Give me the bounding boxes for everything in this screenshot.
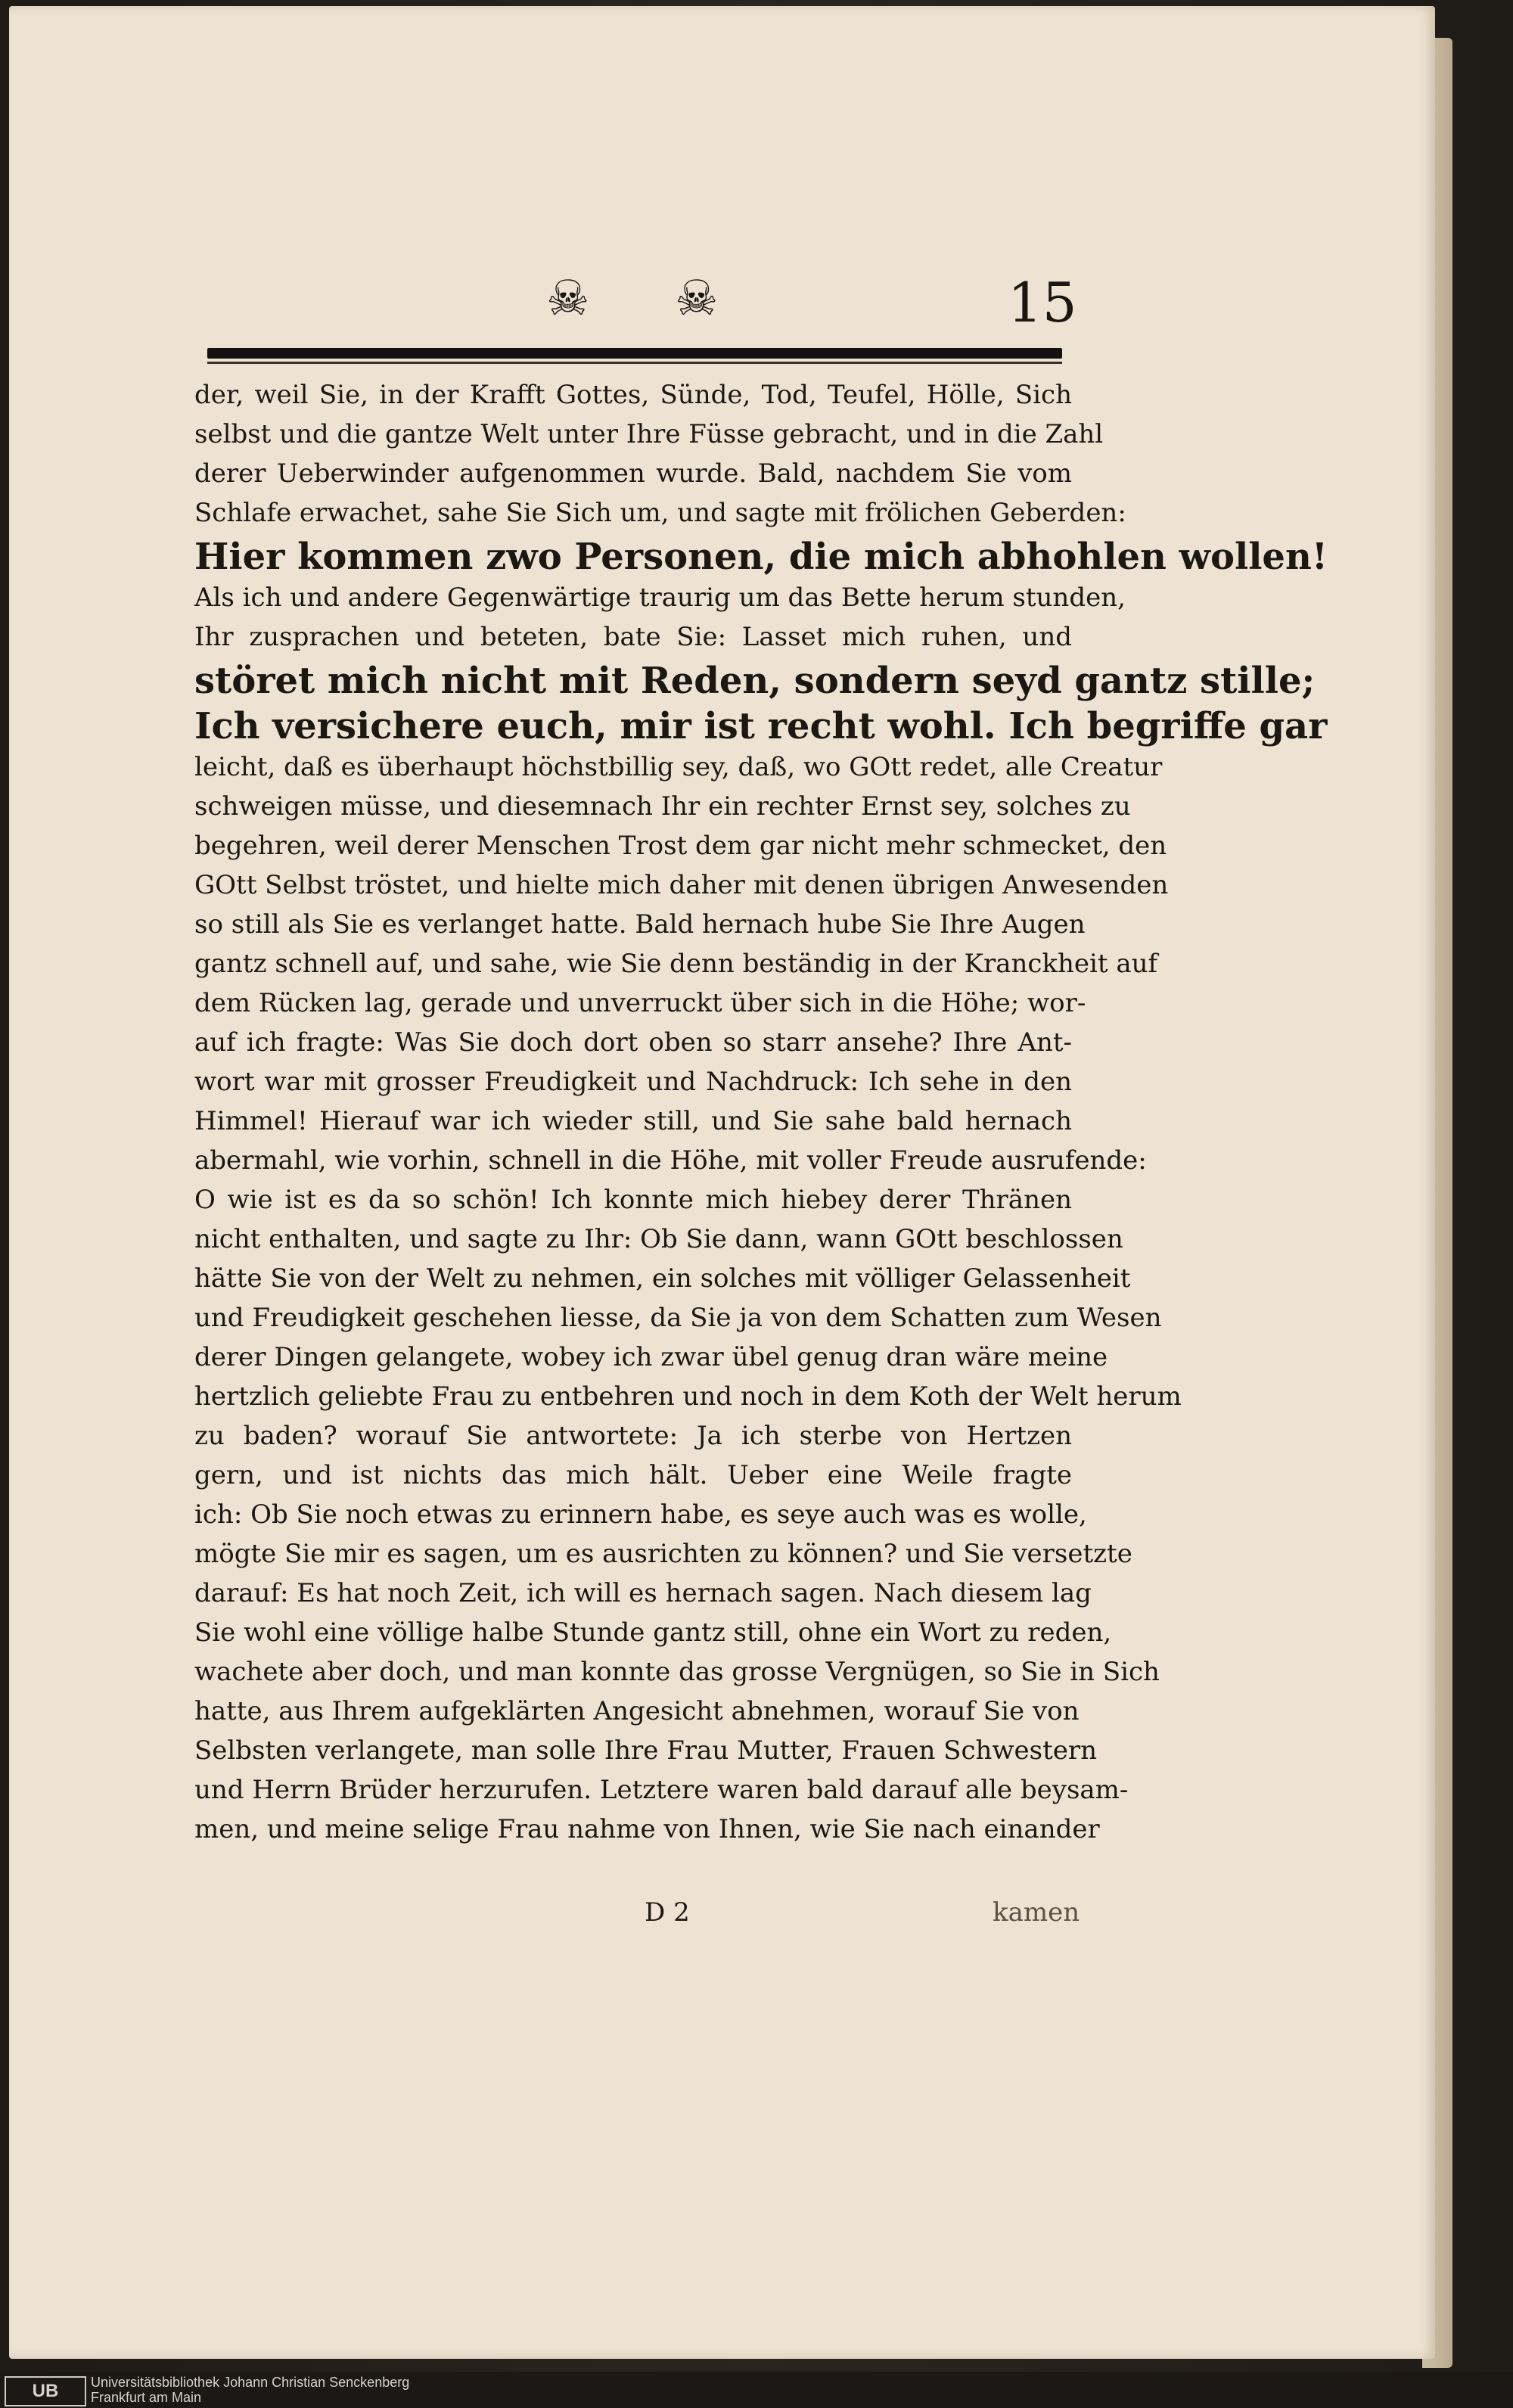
text-line: O wie ist es da so schön! Ich konnte mich hiebey derer Thränen [194,1185,1072,1215]
text-line: Als ich und andere Gegenwärtige traurig um das Bette herum stunden, [194,583,1126,613]
text-line: Selbsten verlangete, man solle Ihre Frau Mutter, Frauen Schwestern [194,1735,1098,1766]
text-line: Sie wohl eine völlige halbe Stunde gantz still, ohne ein Wort zu reden, [194,1617,1112,1648]
text-line: schweigen müsse, und diesemnach Ihr ein rechter Ernst sey, solches zu [194,791,1131,822]
text-line: Ihr zusprachen und beteten, bate Sie: Lasset mich ruhen, und [194,622,1072,652]
text-line: wachete aber doch, und man konnte das grosse Vergnügen, so Sie in Sich [194,1657,1160,1687]
text-line: Ich versichere euch, mir ist recht wohl. Ich begriffe gar [194,705,1328,747]
ub-logo [5,2376,86,2406]
text-line: begehren, weil derer Menschen Trost dem gar nicht mehr schmecket, den [194,831,1167,861]
text-line: hatte, aus Ihrem aufgeklärten Angesicht abnehmen, worauf Sie von [194,1696,1080,1726]
text-line: Schlafe erwachet, sahe Sie Sich um, und sagte mit frölichen Geberden: [194,498,1126,528]
text-line: ich: Ob Sie noch etwas zu erinnern habe, es seye auch was es wolle, [194,1499,1087,1530]
ub-logo-text: UB [32,2381,59,2401]
header-rule-thin [207,362,1062,364]
text-line: der, weil Sie, in der Krafft Gottes, Sünde, Tod, Teufel, Hölle, Sich [194,380,1072,410]
text-line: selbst und die gantze Welt unter Ihre Füsse gebracht, und in die Zahl [194,419,1104,449]
header-rule [207,348,1062,359]
text-line: GOtt Selbst tröstet, und hielte mich daher mit denen übrigen Anwesenden [194,870,1169,900]
text-line: und Freudigkeit geschehen liesse, da Sie ja von dem Schatten zum Wesen [194,1303,1162,1333]
signature-mark: D 2 [645,1897,690,1928]
text-line: derer Dingen gelangete, wobey ich zwar übel genug dran wäre meine [194,1342,1108,1372]
text-line: Hier kommen zwo Personen, die mich abhohlen wollen! [194,536,1328,578]
text-line: wort war mit grosser Freudigkeit und Nachdruck: Ich sehe in den [194,1067,1072,1097]
text-line: hertzlich geliebte Frau zu entbehren und noch in dem Koth der Welt herum [194,1381,1182,1412]
text-line: Himmel! Hierauf war ich wieder still, und Sie sahe bald hernach [194,1106,1072,1136]
text-line: so still als Sie es verlanget hatte. Bald hernach hube Sie Ihre Augen [194,909,1086,940]
footer-bar [0,2372,1513,2408]
text-line: störet mich nicht mit Reden, sondern seyd gantz stille; [194,660,1316,702]
text-line: abermahl, wie vorhin, schnell in die Höhe, mit voller Freude ausrufende: [194,1145,1147,1176]
text-line: auf ich fragte: Was Sie doch dort oben so starr ansehe? Ihre Ant- [194,1027,1072,1058]
text-line: men, und meine selige Frau nahme von Ihnen, wie Sie nach einander [194,1814,1100,1844]
body-text [194,377,1328,1928]
text-line: darauf: Es hat noch Zeit, ich will es hernach sagen. Nach diesem lag [194,1578,1092,1608]
catchword: kamen [993,1897,1080,1928]
text-line: nicht enthalten, und sagte zu Ihr: Ob Sie dann, wann GOtt beschlossen [194,1224,1123,1254]
institution-name: Universitätsbibliothek Johann Christian Senckenberg [91,2375,410,2390]
book-page [9,6,1435,2359]
text-line: hätte Sie von der Welt zu nehmen, ein solches mit völliger Gelassenheit [194,1263,1131,1294]
text-line: und Herrn Brüder herzurufen. Letztere waren bald darauf alle beysam- [194,1775,1129,1805]
text-line: zu baden? worauf Sie antwortete: Ja ich sterbe von Hertzen [194,1421,1072,1451]
skull-ornament-right-icon: ☠ [675,271,719,327]
page-number: 15 [1008,271,1077,334]
institution-city: Frankfurt am Main [91,2390,202,2405]
text-line: gantz schnell auf, und sahe, wie Sie denn beständig in der Kranckheit auf [194,949,1158,979]
text-line: gern, und ist nichts das mich hält. Ueber eine Weile fragte [194,1460,1072,1490]
text-line: leicht, daß es überhaupt höchstbillig sey, daß, wo GOtt redet, alle Creatur [194,752,1163,782]
skull-ornament-left-icon: ☠ [546,271,590,327]
text-line: mögte Sie mir es sagen, um es ausrichten zu können? und Sie versetzte [194,1539,1132,1569]
text-line: dem Rücken lag, gerade und unverruckt über sich in die Höhe; wor- [194,988,1086,1018]
text-line: derer Ueberwinder aufgenommen wurde. Bald, nachdem Sie vom [194,458,1072,489]
